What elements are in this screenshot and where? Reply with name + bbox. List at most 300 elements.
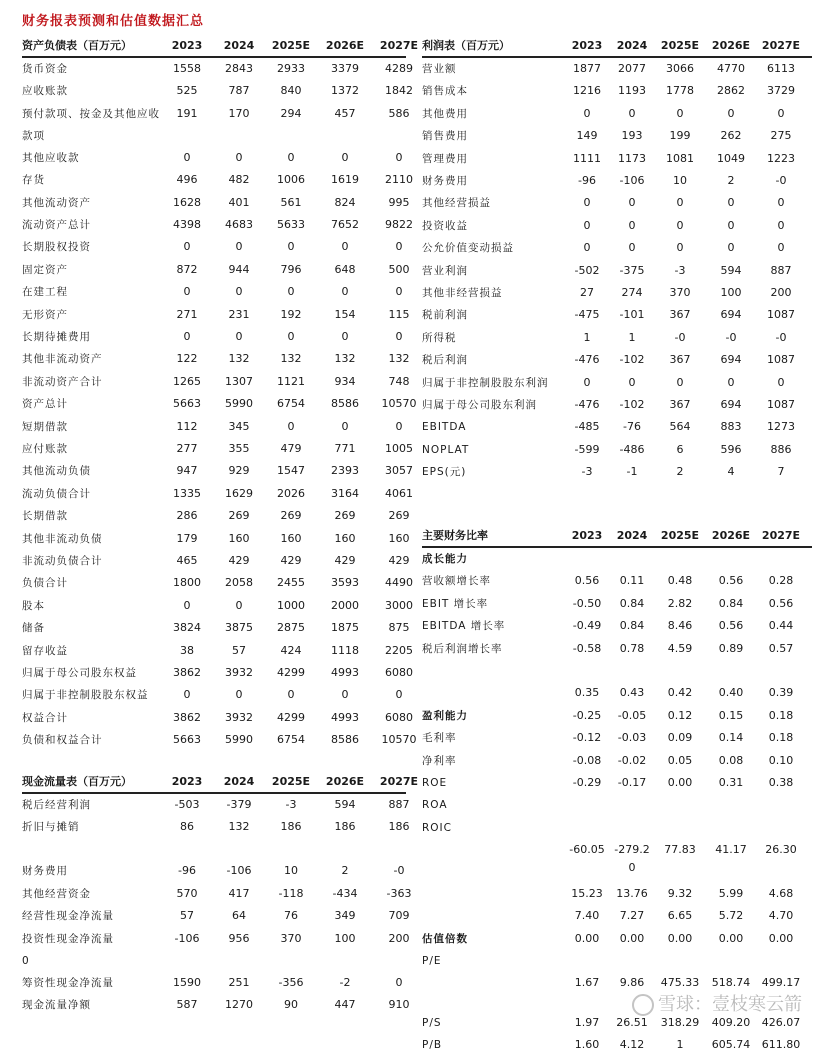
- cell-value: 2026: [277, 486, 305, 500]
- year-2026e: 2026E: [711, 39, 751, 52]
- cell-value: 6080: [385, 710, 413, 724]
- cell-value: -363: [386, 886, 412, 900]
- cell-value: 995: [388, 195, 410, 209]
- cell-value: 0.35: [574, 686, 600, 700]
- cell-value: 694: [720, 308, 742, 322]
- row-label: 其他非经营损益: [422, 287, 503, 299]
- cell-value: 0: [183, 688, 191, 702]
- row-label: 货币资金: [22, 63, 68, 75]
- cell-value: 1842: [385, 84, 413, 98]
- row-label: 销售费用: [422, 130, 468, 143]
- cell-value: 2.82: [667, 596, 693, 610]
- cell-value: 0.00: [667, 931, 693, 945]
- cell-value: 594: [334, 798, 356, 811]
- cell-value: 0: [341, 285, 349, 299]
- table-row: [422, 461, 812, 483]
- row-label: 流动负债合计: [22, 487, 91, 500]
- table-row: [22, 326, 406, 348]
- table-row: [422, 237, 812, 259]
- cell-value: 5663: [173, 733, 201, 747]
- year-2025e: 2025E: [660, 39, 700, 52]
- cell-value: 115: [388, 307, 410, 321]
- table-row: [422, 215, 812, 237]
- row-label: 其他应收款: [22, 151, 80, 164]
- cell-value: -476: [574, 353, 600, 367]
- cell-value: -106: [174, 931, 200, 945]
- cell-value: 475.33: [660, 976, 700, 989]
- row-label: 应收账款: [22, 85, 68, 98]
- cell-value: 748: [388, 374, 410, 388]
- cell-value: 2455: [277, 576, 305, 590]
- row-label: 公允价值变动损益: [422, 242, 514, 255]
- cell-value: -476: [574, 398, 600, 411]
- row-label: 经营性现金净流量: [22, 910, 114, 923]
- cell-value: 564: [669, 420, 691, 434]
- cell-value: 0: [235, 598, 243, 612]
- cell-value: 457: [334, 106, 356, 120]
- cell-value: 275: [770, 129, 792, 143]
- cell-value: 4299: [277, 666, 305, 679]
- cell-value: 4.70: [768, 909, 794, 923]
- year-2024: 2024: [616, 529, 648, 542]
- cell-value: 5.99: [718, 886, 744, 900]
- cell-value: 0.00: [718, 931, 744, 945]
- cell-value: 1.67: [574, 976, 600, 989]
- cell-value: 0.56: [574, 574, 600, 588]
- cell-value: 0: [287, 330, 295, 343]
- row-label: 流动资产总计: [22, 219, 91, 231]
- cell-value: 0: [676, 241, 684, 255]
- cell-value: 0.00: [574, 931, 600, 945]
- cell-value: 796: [280, 262, 302, 276]
- row-label: 盈利能力: [422, 709, 468, 722]
- cell-value: 525: [176, 84, 198, 98]
- cell-value: 4289: [385, 62, 413, 75]
- cell-value: 409.20: [711, 1016, 751, 1029]
- cell-value: -3: [581, 465, 593, 479]
- cell-value: 787: [228, 84, 250, 98]
- row-label: P/E: [422, 955, 442, 967]
- row-label: EPS(元): [422, 466, 467, 479]
- cell-value: 0: [583, 375, 591, 389]
- cash-flow-title: 现金流量表（百万元）: [22, 775, 132, 788]
- cell-value: 429: [280, 554, 302, 567]
- table-row: [422, 439, 812, 461]
- cell-value: 5663: [173, 397, 201, 411]
- cell-value: 4683: [225, 218, 253, 231]
- cell-value: -0: [674, 330, 686, 344]
- cell-value: 3000: [385, 598, 413, 612]
- table-row: [422, 883, 812, 905]
- cell-value: 887: [770, 263, 792, 277]
- cell-value: 1: [628, 330, 636, 344]
- cell-value: 0: [676, 106, 684, 120]
- cell-value: 611.80: [761, 1038, 801, 1052]
- row-label: EBITDA: [422, 421, 467, 434]
- cell-value: 429: [334, 554, 356, 567]
- cell-value: 8.46: [667, 619, 693, 633]
- cell-value: 500: [388, 262, 410, 276]
- cell-value: 1800: [173, 576, 201, 590]
- table-row: [22, 883, 412, 905]
- cell-value: 0: [777, 375, 785, 389]
- cell-value: 64: [232, 909, 246, 923]
- cell-value: 345: [228, 419, 250, 433]
- cell-value: 0.31: [718, 776, 744, 789]
- cell-value: 10570: [381, 733, 417, 747]
- ratios-title: 主要财务比率: [422, 529, 488, 542]
- cell-value: 160: [334, 531, 356, 545]
- cell-value: 0: [395, 975, 403, 989]
- row-label: 其他经营损益: [422, 197, 491, 210]
- table-row: [22, 281, 406, 303]
- cell-value: 479: [280, 442, 302, 455]
- cell-value: -0: [775, 330, 787, 344]
- cell-value: 947: [176, 464, 198, 478]
- cell-value: -0.08: [572, 753, 602, 767]
- row-label: 股本: [22, 599, 45, 612]
- cell-value: 0.18: [768, 731, 794, 745]
- cell-value: 27: [580, 286, 594, 299]
- cell-value: 0: [395, 285, 403, 299]
- table-row: [22, 416, 406, 438]
- cell-value: 3824: [173, 621, 201, 635]
- cell-value: 4061: [385, 486, 413, 500]
- cell-value: 883: [720, 420, 742, 434]
- table-row: [22, 483, 413, 505]
- cell-value: 160: [388, 531, 410, 545]
- table-row: [422, 372, 812, 394]
- snowball-logo-icon: [632, 994, 654, 1016]
- table-row: [422, 839, 812, 874]
- table-row: [422, 394, 812, 416]
- table-row: [22, 860, 406, 882]
- cell-value: 132: [228, 820, 250, 834]
- cell-value: 0: [628, 241, 636, 255]
- cell-value: 8586: [331, 733, 359, 747]
- cell-value: 154: [334, 307, 356, 321]
- cell-value: -76: [623, 420, 641, 434]
- cell-value: -0.58: [572, 641, 602, 655]
- table-row: [22, 994, 410, 1016]
- cell-value: 3379: [331, 62, 359, 75]
- cell-value: 0.56: [718, 574, 744, 588]
- table-row: [422, 349, 812, 371]
- row-label: 归属于母公司股东利润: [422, 399, 537, 411]
- cell-value: -0: [725, 330, 737, 344]
- cell-value: 465: [176, 554, 198, 567]
- cell-value: -60.05: [569, 842, 605, 856]
- table-row: [422, 548, 812, 570]
- cell-value: 0: [235, 688, 243, 702]
- row-label-continued: 0: [22, 954, 30, 967]
- cell-value: 0: [676, 375, 684, 389]
- row-label: 短期借款: [22, 420, 68, 433]
- cell-value: 170: [228, 106, 250, 120]
- table-row: [422, 593, 812, 615]
- cell-value: 10570: [381, 397, 417, 411]
- cell-value: 0: [287, 419, 295, 433]
- cell-value: 0.48: [667, 574, 693, 588]
- cell-value: 840: [280, 84, 302, 98]
- cell-value: 648: [334, 262, 356, 276]
- cell-value: 694: [720, 398, 742, 411]
- cell-value: 57: [180, 909, 194, 923]
- watermark-text: 雪球：壹枝寒云箭: [658, 994, 802, 1015]
- cell-value: 0.43: [619, 686, 645, 700]
- cell-value: 561: [280, 195, 302, 209]
- row-label: 资产总计: [22, 398, 68, 411]
- row-label: EBIT 增长率: [422, 597, 489, 610]
- table-row: [22, 460, 413, 482]
- cell-value: 367: [669, 353, 691, 367]
- table-row: [422, 192, 812, 214]
- cell-value: 100: [720, 286, 742, 299]
- cell-value: 929: [228, 464, 250, 478]
- cell-value: 2: [676, 465, 684, 479]
- cell-value: 9822: [385, 218, 413, 231]
- cell-value: 447: [334, 998, 356, 1011]
- cell-value: 2000: [331, 598, 359, 612]
- year-2025e: 2025E: [660, 529, 700, 542]
- cell-value: 1081: [666, 151, 694, 165]
- table-row: [422, 570, 812, 592]
- cell-value: 193: [621, 129, 643, 143]
- cell-value: 6.65: [667, 909, 693, 923]
- cell-value: 191: [176, 106, 198, 120]
- year-2024: 2024: [616, 39, 648, 52]
- table-row: [22, 348, 410, 370]
- cell-value: 77.83: [664, 842, 696, 856]
- cell-value: 0.14: [718, 731, 744, 745]
- cell-value: -475: [574, 308, 600, 322]
- cell-value: -1: [626, 465, 638, 479]
- table-row: [422, 905, 812, 927]
- cell-value: 944: [228, 262, 250, 276]
- cell-value: -0.50: [572, 596, 602, 610]
- cell-value: 4.59: [667, 641, 693, 655]
- cell-value: 0: [287, 150, 295, 164]
- table-row: [422, 772, 812, 794]
- row-label: 归属于非控制股股东利润: [422, 376, 549, 389]
- table-row: [422, 705, 812, 727]
- row-label: 其他非流动负债: [22, 532, 103, 545]
- year-2027e: 2027E: [761, 39, 801, 52]
- cell-value: 0.28: [768, 574, 794, 588]
- page-title: 财务报表预测和估值数据汇总: [22, 14, 205, 29]
- cell-value: 1590: [173, 975, 201, 989]
- cell-value: 0.84: [718, 596, 744, 610]
- cell-value: 1619: [331, 173, 359, 187]
- cell-value: -96: [578, 174, 596, 187]
- cell-value: 10: [284, 864, 298, 878]
- cell-value: 7: [777, 465, 785, 479]
- year-2026e: 2026E: [711, 529, 751, 542]
- year-2027e: 2027E: [761, 529, 801, 542]
- table-row: [22, 169, 413, 191]
- cell-value: 1223: [767, 151, 795, 165]
- cell-value: 3862: [173, 710, 201, 724]
- cell-value: 57: [232, 643, 246, 657]
- row-label: 营业额: [422, 63, 457, 75]
- cell-value: 1087: [767, 308, 795, 322]
- cell-value: 1049: [717, 151, 745, 165]
- row-label: 成长能力: [422, 553, 468, 565]
- cell-value: 4.12: [619, 1038, 645, 1052]
- table-row: [422, 727, 812, 749]
- cell-value: 3066: [666, 62, 694, 75]
- cell-value: 605.74: [711, 1038, 751, 1052]
- row-label: ROIC: [422, 821, 452, 834]
- cell-value: 518.74: [711, 976, 751, 989]
- cell-value: 1087: [767, 398, 795, 411]
- income-statement-header: [422, 36, 812, 56]
- row-label: 存货: [22, 174, 45, 187]
- row-label: ROE: [422, 777, 448, 789]
- cell-value: 269: [280, 509, 302, 523]
- cell-value: 1629: [225, 486, 253, 500]
- cell-value: 2933: [277, 62, 305, 75]
- cell-value: 0: [727, 218, 735, 232]
- cell-value: 886: [770, 442, 792, 456]
- cell-value: -356: [278, 975, 304, 989]
- cell-value: 0: [777, 218, 785, 232]
- table-row: [22, 528, 410, 550]
- cell-value: 76: [284, 909, 298, 923]
- cell-value: 1000: [277, 598, 305, 612]
- cell-value: 0: [628, 218, 636, 232]
- cell-value: 0.12: [667, 708, 693, 722]
- row-label: 权益合计: [22, 711, 68, 724]
- row-label: 预付款项、按金及其他应收: [22, 107, 160, 120]
- cell-value: 570: [176, 886, 198, 900]
- cell-value: 5990: [225, 733, 253, 747]
- cell-value: 0.18: [768, 708, 794, 722]
- year-2025e: 2025E: [271, 775, 311, 788]
- cell-value: 186: [280, 820, 302, 834]
- cell-value: 7.40: [574, 909, 600, 923]
- table-row: [422, 416, 812, 438]
- table-row: [22, 304, 410, 326]
- cell-value: 0: [727, 106, 735, 120]
- cash-flow-header: [22, 772, 419, 792]
- cell-value: -0.49: [572, 619, 602, 633]
- table-row: [422, 282, 812, 304]
- cell-value: 1335: [173, 486, 201, 500]
- cell-value: 0: [727, 241, 735, 255]
- cell-value: -96: [178, 864, 196, 878]
- cell-value: 2077: [618, 62, 646, 75]
- cell-value: 587: [176, 998, 198, 1011]
- table-row: [422, 125, 812, 147]
- cell-value: 13.76: [616, 886, 648, 900]
- cell-value: 875: [388, 621, 410, 635]
- cell-value: 4770: [717, 62, 745, 75]
- balance-sheet-header: [22, 36, 419, 56]
- cell-value: 269: [334, 509, 356, 523]
- cell-value: 179: [176, 531, 198, 545]
- cell-value: 0.15: [718, 708, 744, 722]
- row-label: 筹资性现金净流量: [22, 976, 114, 989]
- cell-value: 0: [583, 241, 591, 255]
- year-2027e: 2027E: [379, 775, 419, 788]
- cell-value: 160: [228, 531, 250, 545]
- row-label-continued: 款项: [22, 129, 45, 142]
- cell-value: 132: [280, 352, 302, 366]
- cell-value: 132: [334, 352, 356, 366]
- cell-value: 1: [676, 1038, 684, 1052]
- year-2023: 2023: [571, 529, 603, 542]
- row-label: P/B: [422, 1039, 443, 1052]
- table-row: [22, 729, 417, 751]
- cell-value: 4398: [173, 218, 201, 231]
- cell-value: 1216: [573, 84, 601, 98]
- cell-value: 1372: [331, 84, 359, 98]
- row-label: 净利率: [422, 754, 457, 767]
- cell-value: 2: [341, 864, 349, 878]
- row-label: 在建工程: [22, 286, 68, 299]
- balance-sheet-title: 资产负债表（百万元）: [22, 39, 132, 52]
- cell-value: 192: [280, 307, 302, 321]
- cell-value: 0: [395, 330, 403, 343]
- cell-value: 0: [777, 196, 785, 210]
- cell-value: -0.03: [617, 731, 647, 745]
- cell-value: 2205: [385, 643, 413, 657]
- cell-value: 0.00: [768, 931, 794, 945]
- cell-value: 0.56: [768, 596, 794, 610]
- cell-value: 0: [341, 330, 349, 343]
- row-label: 税前利润: [422, 309, 468, 322]
- row-label: 归属于母公司股东权益: [22, 667, 137, 679]
- cell-value: 887: [388, 798, 410, 811]
- cell-value: 3932: [225, 666, 253, 679]
- cell-value: 0: [341, 240, 349, 254]
- table-row: [422, 260, 812, 282]
- cell-value: 0: [727, 375, 735, 389]
- cell-value: 1547: [277, 464, 305, 478]
- cell-value: 132: [388, 352, 410, 366]
- cell-value: -2: [339, 975, 351, 989]
- year-2027e: 2027E: [379, 39, 419, 52]
- cell-value: 4993: [331, 710, 359, 724]
- cell-value: -3: [674, 263, 686, 277]
- cell-value: 3164: [331, 486, 359, 500]
- row-label: 毛利率: [422, 732, 457, 745]
- table-row: [22, 684, 406, 706]
- cell-value: 0: [235, 330, 243, 343]
- cell-value: 355: [228, 442, 250, 455]
- cell-value: 132: [228, 352, 250, 366]
- cell-value: 6080: [385, 666, 413, 679]
- cell-value: 0.08: [718, 753, 744, 767]
- cell-value: 7652: [331, 218, 359, 231]
- row-label: 负债合计: [22, 577, 68, 590]
- cell-value: 1006: [277, 173, 305, 187]
- cell-value: -0.12: [572, 731, 602, 745]
- cell-value: -0.29: [572, 776, 602, 789]
- year-2024: 2024: [223, 775, 255, 788]
- table-row: [22, 259, 410, 281]
- table-row: [22, 617, 410, 639]
- cell-value: -102: [619, 398, 645, 411]
- table-row: [22, 505, 410, 527]
- cell-value: 90: [284, 998, 298, 1011]
- cell-value: 1778: [666, 84, 694, 98]
- table-row: [422, 327, 812, 349]
- cell-value: 286: [176, 509, 198, 523]
- cell-value: 0.56: [718, 619, 744, 633]
- cash-flow-table: [22, 772, 419, 1022]
